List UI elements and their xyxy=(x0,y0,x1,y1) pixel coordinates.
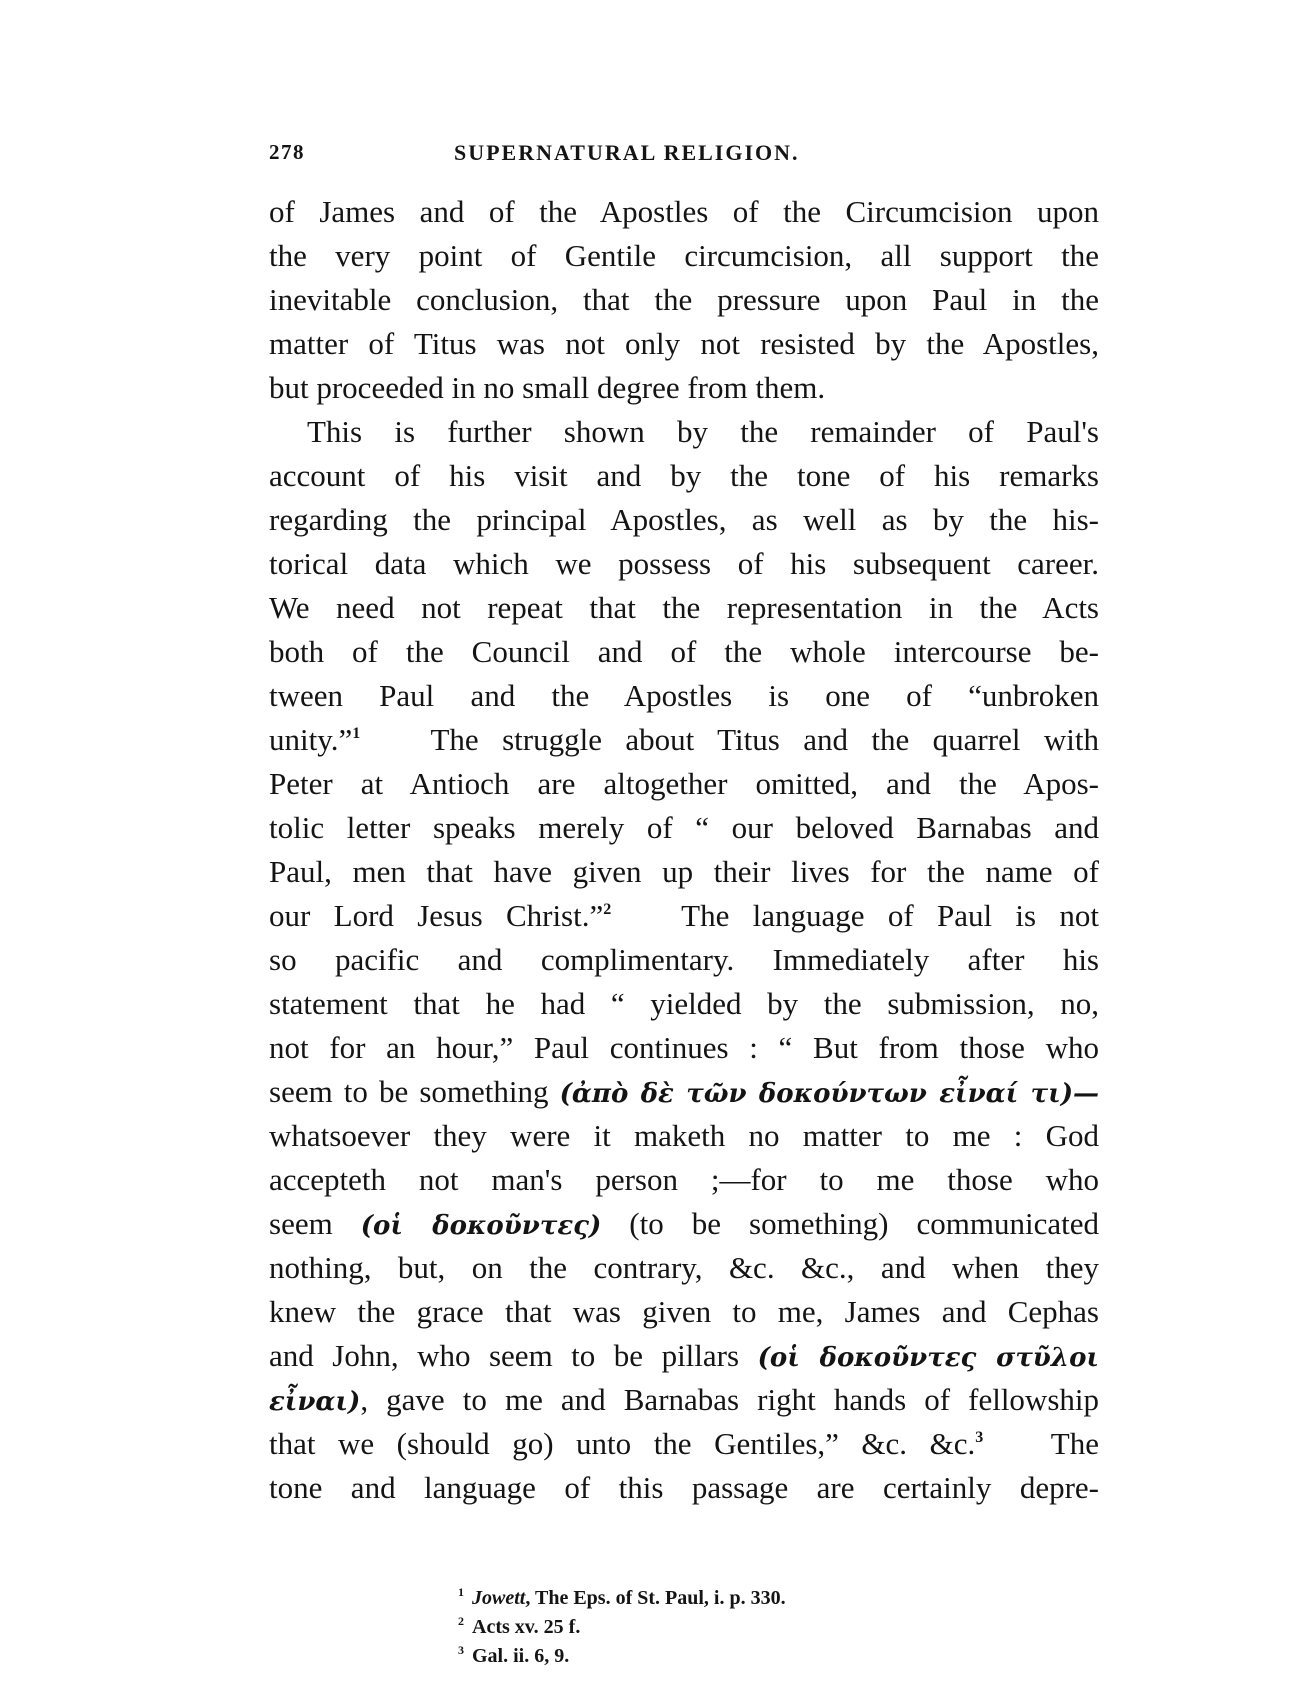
text-line xyxy=(269,1202,1099,1246)
text-line xyxy=(269,1334,1099,1378)
text-line: torical data which we possess of his subsequent career. xyxy=(269,546,1099,581)
text-line: inevitable conclusion, that the pressure upon Paul in the xyxy=(269,282,1099,317)
footnote-text: , The Eps. of St. Paul, i. p. 330. xyxy=(525,1587,786,1609)
text-line: of James and of the Apostles of the Circumcision upon xyxy=(269,194,1099,229)
text-line: statement that he had “ yielded by the submission, no, xyxy=(269,986,1099,1021)
greek-quotation: (οἱ δοκοῦντες) xyxy=(360,1211,602,1241)
paragraph-start-line: This is further shown by the remainder of Paul's xyxy=(307,414,1099,449)
text-line xyxy=(269,1422,1099,1466)
text-segment: The xyxy=(1050,1426,1099,1461)
footnote-ref-1[interactable]: 1 xyxy=(352,725,361,742)
footnote-mark: 1 xyxy=(458,1585,464,1599)
text-line: regarding the principal Apostles, as well as by the his- xyxy=(269,502,1099,537)
quote-end: our Lord Jesus Christ.” xyxy=(269,898,604,933)
footnote-3 xyxy=(458,1636,1058,1665)
footnote-author: Jowett xyxy=(472,1587,526,1609)
running-head xyxy=(269,140,1039,170)
text-line: We need not repeat that the representation in the Acts xyxy=(269,590,1099,625)
text-segment: that we (should go) unto the Gentiles,” &c. &c. xyxy=(269,1426,976,1461)
footnote-mark: 3 xyxy=(458,1643,464,1657)
text-segment: and John, who seem to be pillars xyxy=(269,1338,740,1373)
text-segment: , gave to me and Barnabas right hands of fellowship xyxy=(360,1382,1099,1417)
footnotes xyxy=(458,1578,1058,1665)
text-line xyxy=(269,1378,1099,1422)
running-title: SUPERNATURAL RELIGION. xyxy=(454,140,800,165)
footnote-text: Gal. ii. 6, 9. xyxy=(472,1645,570,1667)
text-segment: (to be something) communicated xyxy=(629,1206,1099,1241)
text-line: tolic letter speaks merely of “ our beloved Barnabas and xyxy=(269,810,1099,845)
text-segment: The language of Paul is not xyxy=(681,898,1100,933)
text-segment: seem to be something xyxy=(269,1074,549,1109)
text-line: matter of Titus was not only not resisted by the Apostles, xyxy=(269,326,1099,361)
text-line: but proceeded in no small degree from them. xyxy=(269,370,826,405)
text-line xyxy=(269,1070,1099,1114)
text-line: not for an hour,” Paul continues : “ But from those who xyxy=(269,1030,1099,1065)
text-line xyxy=(269,894,1099,938)
text-line: tone and language of this passage are certainly depre- xyxy=(269,1470,1099,1505)
footnote-2 xyxy=(458,1607,1058,1636)
greek-quotation: εἶναι) xyxy=(269,1387,361,1417)
greek-quotation: (ἀπὸ δὲ τῶν δοκούντων εἶναί τι)— xyxy=(559,1079,1100,1109)
footnote-1 xyxy=(458,1578,1058,1607)
text-line xyxy=(269,718,1099,762)
text-line: account of his visit and by the tone of his remarks xyxy=(269,458,1099,493)
text-segment: The struggle about Titus and the quarrel with xyxy=(430,722,1099,757)
text-line: the very point of Gentile circumcision, all support the xyxy=(269,238,1099,273)
text-line: accepteth not man's person ;—for to me those who xyxy=(269,1162,1099,1197)
text-line: whatsoever they were it maketh no matter to me : God xyxy=(269,1118,1099,1153)
footnote-ref-3[interactable]: 3 xyxy=(975,1429,984,1446)
footnote-mark: 2 xyxy=(458,1614,464,1628)
text-line: knew the grace that was given to me, James and Cephas xyxy=(269,1294,1099,1329)
quote-end: unity.” xyxy=(269,722,353,757)
text-line: so pacific and complimentary. Immediately after his xyxy=(269,942,1099,977)
body-text xyxy=(269,190,1099,1510)
text-line: nothing, but, on the contrary, &c. &c., and when they xyxy=(269,1250,1099,1285)
greek-quotation: (οἱ δοκοῦντες στῦλοι xyxy=(757,1343,1100,1373)
page-number: 278 xyxy=(269,140,305,164)
text-line: Peter at Antioch are altogether omitted, and the Apos- xyxy=(269,766,1099,801)
text-line: Paul, men that have given up their lives for the name of xyxy=(269,854,1099,889)
text-line: both of the Council and of the whole intercourse be- xyxy=(269,634,1099,669)
footnote-ref-2[interactable]: 2 xyxy=(603,901,612,918)
text-line: tween Paul and the Apostles is one of “unbroken xyxy=(269,678,1099,713)
footnote-text: Acts xv. 25 f. xyxy=(472,1616,581,1638)
text-segment: seem xyxy=(269,1206,333,1241)
